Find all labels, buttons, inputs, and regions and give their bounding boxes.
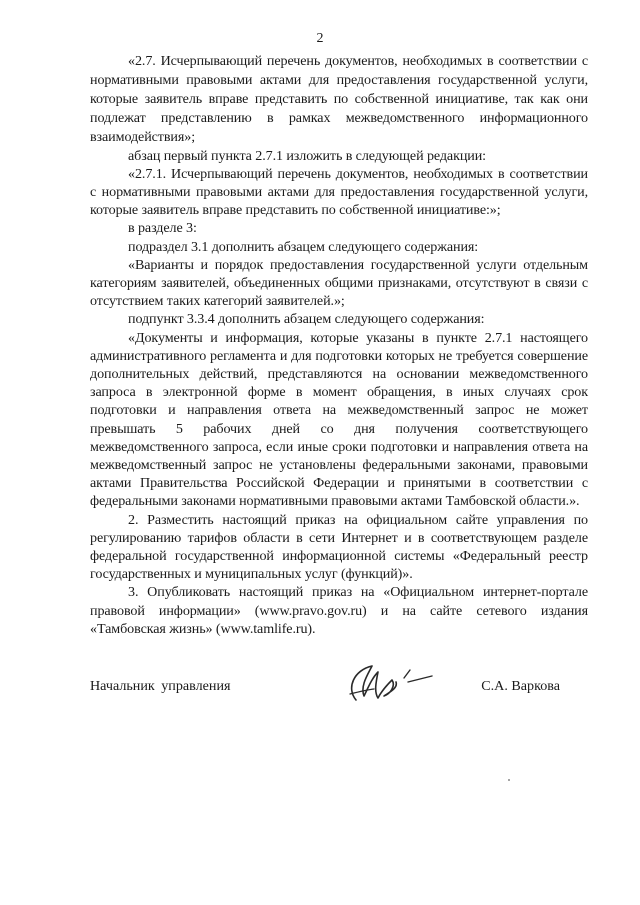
paragraph-amend-2-7-1-intro: абзац первый пункта 2.7.1 изложить в следующей редакции:	[128, 147, 486, 164]
paragraph-documents-info: «Документы и информация, которые указаны в пункте 2.7.1 настоящего административного регламента и для подготовки которых не требуется совершение дополнительных действий, представляются на основании межведомственного запроса в электронной форме в момент обращения, в иных случаях срок подготовки и направления ответа на межведомственный запрос не может превышать 5 рабочих дней со дня получения соответствующего межведомственного запроса, если иные сроки подготовки и направления ответа на межведомственный запрос не установлены федеральными законами, правовыми актами Правительства Российской Федерации и принятыми в соответствии с федеральными законами нормативными правовыми актами Тамбовской области.».	[90, 329, 588, 510]
paragraph-variants: «Варианты и порядок предоставления государственной услуги отдельным категориям заявителей, объединенных общими признаками, отсутствуют в связи с отсутствием таких категорий заявителей.»;	[90, 256, 588, 310]
signature-block	[90, 668, 590, 708]
paragraph-point-3: 3. Опубликовать настоящий приказ на «Официальном интернет-портале правовой информации» (www.pravo.gov.ru) и на сайте сетевого издания «Тамбовская жизнь» (www.tamlife.ru).	[90, 584, 588, 637]
handwritten-signature-icon	[338, 660, 438, 706]
paragraph-point-2: 2. Разместить настоящий приказ на официальном сайте управления по регулированию тарифов области в сети Интернет и в соответствующем разделе федеральной государственной информационной системы «Федеральный реестр государственных и муниципальных услуг (функций)».	[90, 511, 588, 583]
signatory-name: С.А. Варкова	[481, 678, 560, 694]
paragraph-item-2-7: «2.7. Исчерпывающий перечень документов, необходимых в соответствии с нормативными правовыми актами для предоставления государственной услуги, которые заявитель вправе представить по собственной инициативе, так как они подлежат представлению в рамках межведомственного информационного взаимодействия»;	[90, 53, 588, 145]
document-body	[90, 52, 588, 638]
paragraph-subitem-3-3-4-intro: подпункт 3.3.4 дополнить абзацем следующего содержания:	[128, 311, 485, 328]
scan-speck	[508, 779, 510, 781]
signatory-position: Начальник управления	[90, 678, 231, 694]
paragraph-subsection-3-1-intro: подраздел 3.1 дополнить абзацем следующего содержания:	[128, 238, 479, 255]
paragraph-item-2-7-1: «2.7.1. Исчерпывающий перечень документов, необходимых в соответствии с нормативными правовыми актами для предоставления государственной услуги, которые заявитель вправе представить по собственной инициативе:»;	[90, 165, 588, 219]
paragraph-section-3: в разделе 3:	[128, 220, 197, 237]
page-number: 2	[316, 31, 324, 46]
